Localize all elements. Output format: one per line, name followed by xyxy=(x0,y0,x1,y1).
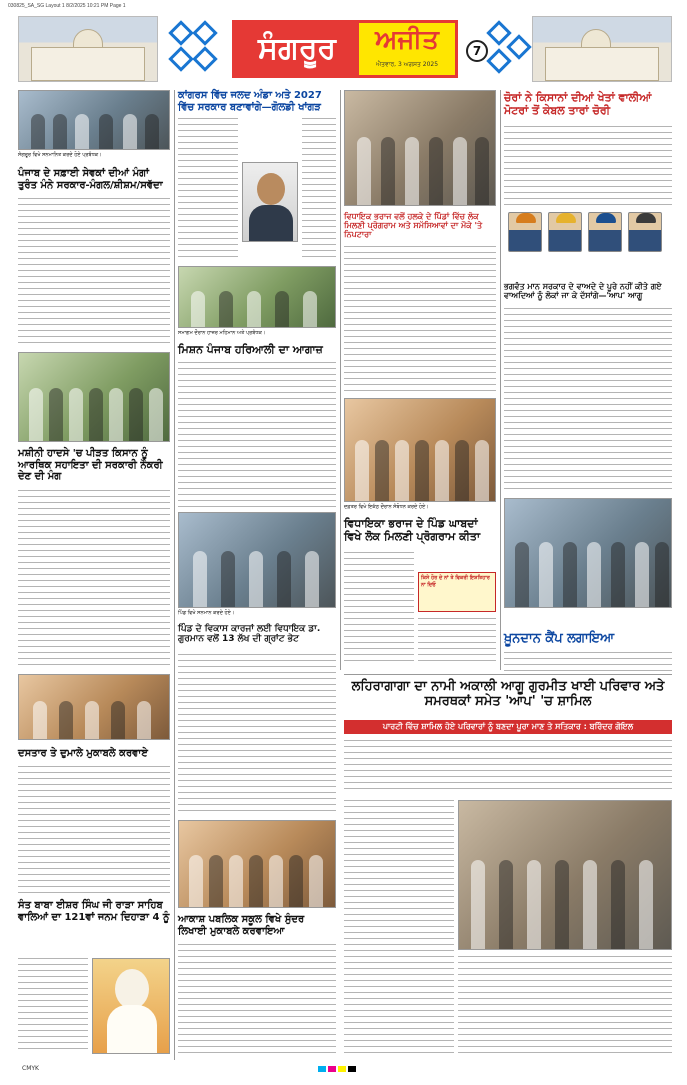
masthead-city: ਸੰਗਰੂਰ xyxy=(235,23,359,75)
photo-caption: ਪਿੰਡ ਵਿਖੇ ਸਨਮਾਨ ਕਰਦੇ ਹੋਏ। xyxy=(178,610,235,616)
headline: ਮਿਸ਼ਨ ਪੰਜਾਬ ਹਰਿਆਲੀ ਦਾ ਆਗਾਜ਼ xyxy=(178,343,323,356)
masthead-ornament-left xyxy=(166,18,224,78)
article-body xyxy=(504,308,672,494)
headline: ਪਿੰਡ ਦੇ ਵਿਕਾਸ ਕਾਰਜਾਂ ਲਈ ਵਿਧਾਇਕ ਡਾ. ਗੁਰਮਾਨ ਵਲੋਂ 13 ਲੱਖ ਦੀ ਗ੍ਰਾਂਟ ਭੇਟ xyxy=(178,624,321,645)
article-photo xyxy=(458,800,672,950)
headline: ਲਹਿਰਾਗਾਗਾ ਦਾ ਨਾਮੀ ਅਕਾਲੀ ਆਗੂ ਗੁਰਮੀਤ ਖਾਈ ਪਰਿਵਾਰ ਅਤੇ ਸਮਰਥਕਾਂ ਸਮੇਤ 'ਆਪ' 'ਚ ਸ਼ਾਮਿਲ xyxy=(351,679,665,709)
masthead xyxy=(18,12,672,86)
article-body xyxy=(344,740,672,794)
article-photo xyxy=(344,398,496,502)
article-photo xyxy=(178,266,336,328)
article-body xyxy=(418,618,496,662)
print-footer xyxy=(18,1064,672,1074)
article-body xyxy=(344,552,414,662)
article-body xyxy=(18,766,170,894)
article-photo xyxy=(18,674,170,740)
portrait-photo xyxy=(548,212,582,252)
article-body xyxy=(18,958,88,1054)
article-body xyxy=(178,654,336,814)
article-body xyxy=(178,944,336,1054)
headline: ਖ਼ੂਨਦਾਨ ਕੈਂਪ ਲਗਾਇਆ xyxy=(504,631,615,646)
column-rule xyxy=(500,90,501,670)
photo-caption: ਸਮਾਗਮ ਦੌਰਾਨ ਹਾਜ਼ਰ ਮਹਿਮਾਨ ਅਤੇ ਪ੍ਰਬੰਧਕ। xyxy=(178,330,266,336)
masthead-date: ਐਤਵਾਰ, 3 ਅਗਸਤ 2025 xyxy=(375,61,439,68)
portrait-photo xyxy=(628,212,662,252)
column-rule xyxy=(340,90,341,670)
section-rule xyxy=(344,674,672,675)
photo-caption: ਸੰਗਰੂਰ ਵਿਖੇ ਸਨਮਾਨਿਤ ਕਰਦੇ ਹੋਏ ਪ੍ਰਬੰਧਕ। xyxy=(18,152,102,158)
headline: ਕਾਂਗਰਸ ਵਿੱਚ ਜਲਦ ਅੰਡਾ ਅਤੇ 2027 ਵਿੱਚ ਸਰਕਾਰ ਬਣਾਵਾਂਗੇ—ਗੋਲਡੀ ਖਾਂਗੜ xyxy=(178,90,322,113)
article-body xyxy=(504,126,672,206)
portrait-photo xyxy=(588,212,622,252)
headline: ਪੰਜਾਬ ਦੇ ਸਫ਼ਾਈ ਸੇਵਕਾਂ ਦੀਆਂ ਮੰਗਾਂ ਤੁਰੰਤ ਮੰਨੇ ਸਰਕਾਰ-ਮੰਗਲ/ਸ਼ੀਸ਼ਮ/ਸਵੱਦਾ xyxy=(18,168,163,191)
article-body xyxy=(18,490,170,670)
article-body xyxy=(302,118,336,258)
headline: ਸੰਤ ਬਾਬਾ ਈਸ਼ਰ ਸਿੰਘ ਜੀ ਰਾੜਾ ਸਾਹਿਬ ਵਾਲਿਆਂ ਦਾ 121ਵਾਂ ਜਨਮ ਦਿਹਾੜਾ 4 ਨੂੰ xyxy=(18,900,170,923)
article-body xyxy=(344,800,454,1054)
article-photo xyxy=(178,512,336,608)
headline: ਦਸਤਾਰ ਤੇ ਦੁਮਾਲੇ ਮੁਕਾਬਲੇ ਕਰਵਾਏ xyxy=(18,748,148,759)
headline: ਭਗਵੰਤ ਮਾਨ ਸਰਕਾਰ ਦੇ ਵਾਅਦੇ ਦੇ ਪੂਰੇ ਨਹੀਂ ਕੀਤੇ ਗਏ ਵਾਅਦਿਆਂ ਨੂੰ ਲੋਕਾਂ ਜਾ ਕੇ ਦੱਸਾਂਗੇ—'ਆਪ' ਆਗੂ xyxy=(504,282,662,301)
article-photo xyxy=(178,820,336,908)
newspaper-page xyxy=(18,12,672,1074)
masthead-title-box xyxy=(232,20,458,78)
column-rule xyxy=(174,90,175,1060)
notice-box: ਕਿਸੇ ਹੋਰ ਦੇ ਨਾਂ ਤੇ ਵਿਕਰੀ ਇਸ਼ਤਿਹਾਰ ਨਾ ਦਿਓ xyxy=(418,572,496,612)
article-photo xyxy=(18,90,170,150)
sub-banner: ਪਾਰਟੀ ਵਿੱਚ ਸ਼ਾਮਿਲ ਹੋਏ ਪਰਿਵਾਰਾਂ ਨੂੰ ਬਣਦਾ ਪੂਰਾ ਮਾਣ ਤੇ ਸਤਿਕਾਰ : ਬਰਿੰਦਰ ਗੋਇਲ xyxy=(344,720,672,734)
article-body xyxy=(178,362,336,508)
article-body xyxy=(344,246,496,394)
portrait-photo xyxy=(242,162,298,242)
portrait-photo xyxy=(92,958,170,1054)
masthead-ornament-right xyxy=(470,18,528,78)
headline: ਮਸ਼ੀਨੀ ਹਾਦਸੇ 'ਚ ਪੀੜਤ ਕਿਸਾਨ ਨੂੰ ਆਰਥਿਕ ਸਹਾਇਤਾ ਦੀ ਸਰਕਾਰੀ ਨੌਕਰੀ ਦੇਣ ਦੀ ਮੰਗ xyxy=(18,448,163,482)
article-body xyxy=(504,652,672,672)
headline: ਚੋਰਾਂ ਨੇ ਕਿਸਾਨਾਂ ਦੀਆਂ ਖੇਤਾਂ ਵਾਲੀਆਂ ਮੋਟਰਾਂ ਤੋਂ ਕੇਬਲ ਤਾਰਾਂ ਚੋਰੀ xyxy=(504,91,652,117)
article-body xyxy=(18,198,170,348)
cmyk-label: CMYK xyxy=(22,1065,39,1072)
headline: ਵਿਧਾਇਕਾ ਭਰਾਜ ਦੇ ਪਿੰਡ ਘਾਬਦਾਂ ਵਿਖੇ ਲੋਕ ਮਿਲਣੀ ਪ੍ਰੋਗਰਾਮ ਕੀਤਾ xyxy=(344,517,481,543)
masthead-photo-right xyxy=(532,16,672,82)
headline: ਆਕਾਸ਼ ਪਬਲਿਕ ਸਕੂਲ ਵਿਖੇ ਸੁੰਦਰ ਲਿਖਾਈ ਮੁਕਾਬਲੇ ਕਰਵਾਇਆ xyxy=(178,914,305,937)
article-photo xyxy=(18,352,170,442)
article-body xyxy=(178,118,238,258)
masthead-photo-left xyxy=(18,16,158,82)
page-slug: 030825_SA_SG Layout 1 8/2/2025 10:21 PM Page 1 xyxy=(8,3,126,9)
article-photo xyxy=(504,498,672,608)
photo-caption: ਦਫ਼ਤਰ ਵਿਖੇ ਇਕੱਠ ਦੌਰਾਨ ਸੰਬੋਧਨ ਕਰਦੇ ਹੋਏ। xyxy=(344,504,429,510)
article-body xyxy=(458,956,672,1054)
article-photo xyxy=(344,90,496,206)
lead-headline: ਵਿਧਾਇਕ ਭਰਾਜ ਵਲੋਂ ਹਲਕੇ ਦੇ ਪਿੰਡਾਂ ਵਿੱਚ ਲੋਕ ਮਿਲਣੀ ਪ੍ਰੋਗਰਾਮ ਅਤੇ ਸਮੱਸਿਆਵਾਂ ਦਾ ਮੌਕੇ 'ਤੇ ਨਿਪਟਾਰਾ xyxy=(344,212,483,240)
page-number: 7 xyxy=(466,40,488,62)
portrait-photo xyxy=(508,212,542,252)
masthead-brand: ਅਜੀਤ xyxy=(375,25,439,55)
